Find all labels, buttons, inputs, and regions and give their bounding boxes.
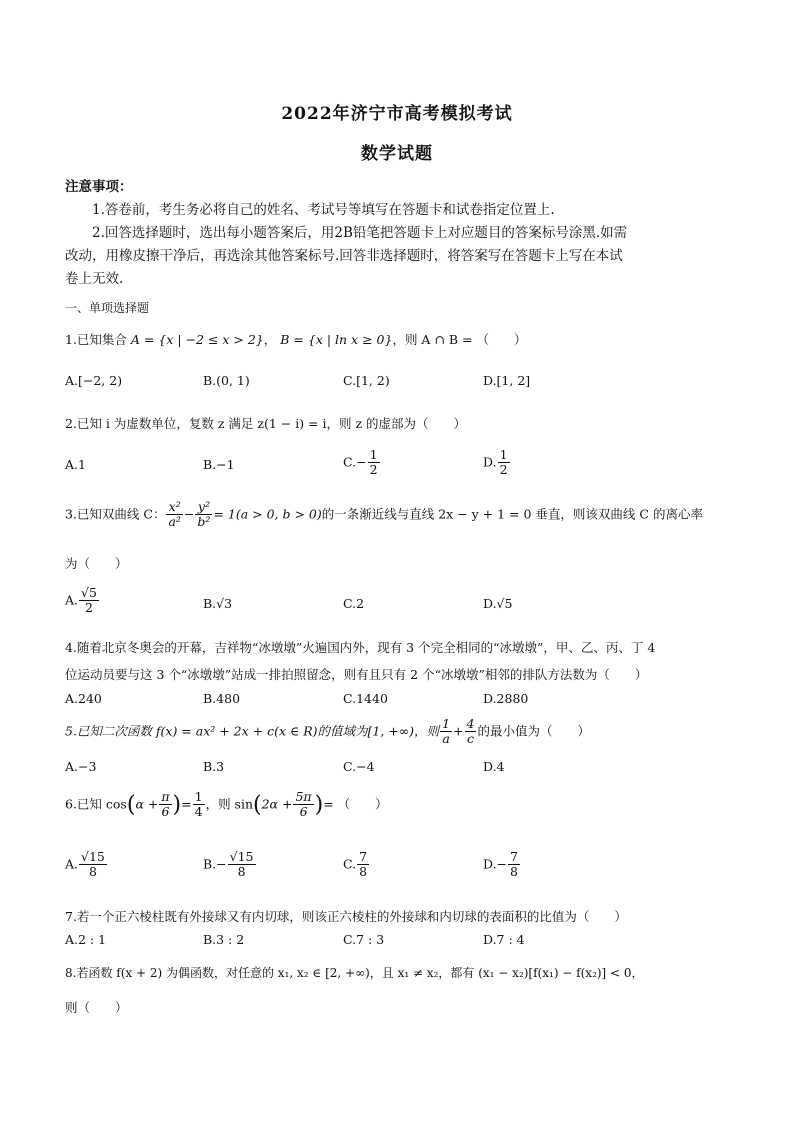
q6-paren-open-2: ( [253, 792, 262, 818]
q1-suffix: ，则 A ∩ B = （ ） [392, 332, 527, 347]
question-4-line-1: 4.随着北京冬奥会的开幕，吉祥物“冰墩墩”火遍国内外，现有 3 个完全相同的“冰墩墩”，甲、乙、丙、丁 4 [65, 640, 656, 655]
q6-option-d-fraction [508, 850, 520, 880]
q3-option-a-fraction [79, 586, 99, 616]
q6-paren-open-1: ( [126, 792, 136, 818]
notice-item-2-line-1: 2.回答选择题时，选出每小题答案后，用2B铅笔把答题卡上对应题目的答案标号涂黑.如需 [92, 225, 628, 241]
q1-option-d: D.[1, 2] [483, 373, 531, 388]
q2-d-den: 2 [499, 462, 508, 478]
q5-option-c: C.−4 [343, 759, 375, 774]
q6-a-num: √15 [81, 849, 105, 864]
q6-frac-pi-6 [159, 790, 171, 820]
q3-frac-x [166, 500, 182, 530]
q4-option-a: A.240 [65, 691, 102, 706]
q6-prefix: 6.已知 cos [65, 796, 127, 812]
q6-frac-5pi-6 [293, 790, 313, 820]
notice-heading: 注意事项： [65, 179, 133, 195]
q6-d-den: 8 [510, 864, 518, 880]
q6-option-b-prefix: B.− [203, 856, 227, 872]
q3-option-d: D.√5 [483, 596, 513, 611]
q5-suffix: 的最小值为（ ） [477, 723, 590, 739]
q3-option-a [65, 586, 100, 616]
q6-option-c [343, 850, 370, 880]
q7-option-a: A.2 : 1 [65, 932, 107, 947]
q6-option-d [483, 850, 521, 880]
q1-set-b: B = {x | ln x ≥ 0} [280, 332, 393, 347]
q6-pi: π [161, 789, 170, 804]
q6-option-d-prefix: D.− [483, 856, 508, 872]
q6-option-a-prefix: A. [65, 856, 79, 872]
q6-b-den: 8 [237, 864, 246, 880]
q6-four: 4 [194, 804, 203, 820]
q2-option-d [483, 448, 511, 478]
q3-y2: y² [195, 500, 212, 515]
q6-one: 1 [194, 789, 203, 804]
q6-six-2: 6 [299, 804, 308, 820]
q6-paren-close-1: ) [172, 792, 182, 818]
q6-paren-close-2: ) [314, 792, 324, 818]
q5-option-b: B.3 [203, 759, 225, 774]
q6-fivepi: 5π [295, 789, 312, 804]
q2-option-d-fraction [498, 448, 510, 478]
q3-a-den: 2 [85, 600, 93, 616]
section-heading: 一、单项选择题 [65, 301, 150, 315]
notice-item-2-line-2: 改动，用橡皮擦干净后，再选涂其他答案标号.回答非选择题时，将答案写在答题卡上写在本试 [65, 248, 623, 264]
q6-c-den: 8 [359, 864, 368, 880]
q6-d-num: 7 [510, 849, 518, 864]
q7-option-c: C.7 : 3 [343, 932, 385, 947]
q4-option-b: B.480 [203, 691, 241, 706]
question-3-line-2: 为（ ） [65, 556, 128, 571]
question-5-stem [65, 717, 745, 747]
exam-subtitle: 数学试题 [361, 144, 433, 164]
q6-option-a-fraction [79, 850, 107, 880]
notice-item-1: 1.答卷前，考生务必将自己的姓名、考试号等填写在答题卡和试卷指定位置上. [92, 202, 555, 218]
q3-a-num: √5 [81, 585, 97, 600]
q6-eq: = [181, 796, 192, 812]
q6-option-a [65, 850, 108, 880]
q4-option-d: D.2880 [483, 691, 529, 706]
q2-option-b: B.−1 [203, 457, 235, 472]
q6-b-num: √15 [229, 849, 254, 864]
q3-prefix: 3.已知双曲线 C： [65, 506, 166, 522]
question-8-line-1: 8.若函数 f(x + 2) 为偶函数，对任意的 x₁, x₂ ∈ [2, +∞)，且 x₁ ≠ x₂，都有 (x₁ − x₂)[f(x₁) − f(x₂)] < 0， [65, 966, 644, 980]
notice-body [65, 199, 733, 291]
q2-option-c-prefix: C.− [343, 454, 367, 470]
question-3-stem [65, 500, 745, 530]
q6-inner-2: 2α + [261, 796, 293, 812]
q4-option-c: C.1440 [343, 691, 388, 706]
q7-option-d: D.7 : 4 [483, 932, 525, 947]
question-4-line-2: 位运动员要与这 3 个“冰墩墩”站成一排拍照留念，则有且只有 2 个“冰墩墩”相邻的排队方法数为（ ） [65, 667, 648, 682]
question-2-stem: 2.已知 i 为虚数单位，复数 z 满足 z(1 − i) = i，则 z 的虚部为（ ） [65, 416, 467, 431]
q6-option-b-fraction [228, 850, 256, 880]
q3-condition: = 1(a > 0, b > 0) [213, 506, 322, 522]
q3-option-c: C.2 [343, 596, 365, 611]
q3-a2: a² [168, 514, 181, 530]
q5-option-a: A.−3 [65, 759, 97, 774]
q2-c-den: 2 [369, 462, 378, 478]
question-8-line-2: 则（ ） [65, 1000, 128, 1015]
q2-option-c-fraction [368, 448, 380, 478]
q7-option-b: B.3 : 2 [203, 932, 245, 947]
q6-a-den: 8 [88, 864, 97, 880]
question-6-stem [65, 790, 745, 820]
q2-c-num: 1 [369, 447, 378, 462]
q5-option-d: D.4 [483, 759, 505, 774]
notice-item-2-line-3: 卷上无效. [65, 271, 124, 287]
q3-minus: − [183, 506, 195, 522]
q6-six: 6 [161, 804, 170, 820]
q1-set-a: A = {x | −2 ≤ x > 2} [130, 332, 264, 347]
q1-option-c: C.[1, 2) [343, 373, 390, 388]
q2-option-d-prefix: D. [483, 454, 497, 470]
q6-c-num: 7 [359, 849, 368, 864]
q6-option-c-fraction [357, 850, 369, 880]
q2-d-num: 1 [499, 447, 508, 462]
q6-option-c-prefix: C. [343, 856, 357, 872]
q1-option-b: B.(0, 1) [203, 373, 250, 388]
q1-sep: ， [263, 332, 277, 347]
q3-option-b: B.√3 [203, 596, 233, 611]
exam-title: 2022年济宁市高考模拟考试 [281, 104, 513, 124]
q3-frac-y [195, 500, 212, 530]
q1-option-a: A.[−2, 2) [65, 373, 123, 388]
question-7-stem: 7.若一个正六棱柱既有外接球又有内切球，则该正六棱柱的外接球和内切球的表面积的比值为（ ） [65, 909, 627, 924]
q1-prefix: 1.已知集合 [65, 332, 127, 347]
q5-f1-den: a [442, 731, 450, 747]
q5-f2-den: c [466, 731, 474, 747]
q6-suffix: = （ ） [323, 796, 388, 812]
q3-option-a-prefix: A. [65, 592, 79, 608]
q5-frac-2 [465, 717, 477, 747]
question-1-stem [65, 330, 745, 348]
q6-inner-1: α + [135, 796, 159, 812]
q3-b2: b² [197, 514, 211, 530]
q6-frac-1-4 [193, 790, 205, 820]
q5-prefix: 5.已知二次函数 f(x) = ax² + 2x + c(x ∈ R)的值域为[1, +∞)，则 [65, 723, 440, 739]
q2-option-a: A.1 [65, 457, 86, 472]
q5-f2-num: 4 [466, 716, 475, 731]
q6-mid: ，则 sin [205, 796, 254, 812]
q3-suffix: 的一条渐近线与直线 2x − y + 1 = 0 垂直，则该双曲线 C 的离心率 [321, 506, 703, 522]
q5-frac-1 [440, 717, 452, 747]
q5-f1-num: 1 [442, 716, 451, 731]
q6-option-b [203, 850, 257, 880]
q3-x2: x² [166, 500, 182, 515]
q5-plus: + [453, 723, 464, 739]
q2-option-c [343, 448, 381, 478]
